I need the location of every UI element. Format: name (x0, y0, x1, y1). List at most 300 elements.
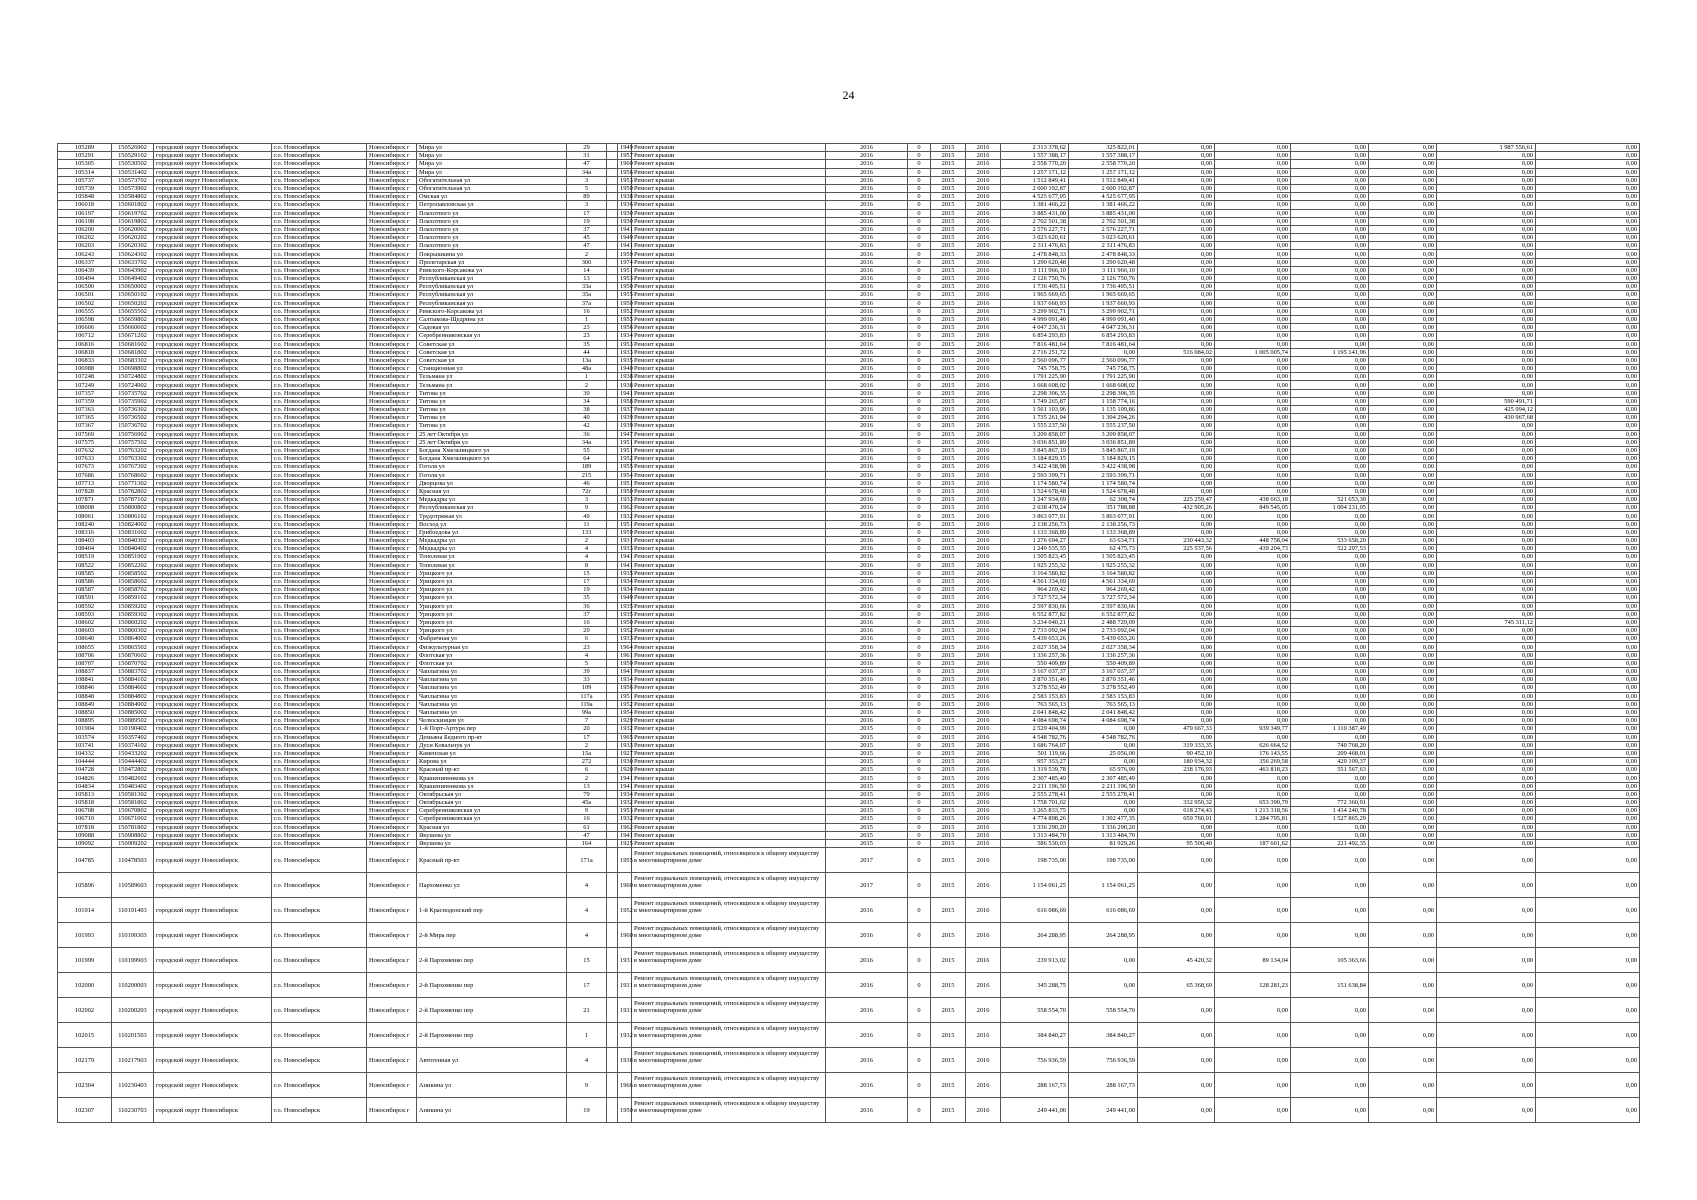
table-row (58, 397, 1640, 405)
cell-zero: 0 (908, 242, 931, 250)
cell-code: 150736302 (112, 406, 154, 414)
cell-id: 108592 (58, 602, 112, 610)
cell-house: 21 (567, 998, 607, 1023)
cell-amount-7: 0,00 (1536, 414, 1640, 422)
cell-city: Новосибирск г (367, 618, 417, 626)
cell-code: 150870702 (112, 659, 154, 667)
cell-empty (607, 610, 618, 618)
cell-amount-4: 0,00 (1291, 438, 1369, 446)
cell-year-start: 2015 (931, 717, 966, 725)
cell-amount-6: 0,00 (1437, 291, 1536, 299)
cell-settlement: г.о. Новосибирск (272, 774, 367, 782)
cell-amount-4: 0,00 (1291, 708, 1369, 716)
cell-city: Новосибирск г (367, 250, 417, 258)
cell-house: 34а (567, 168, 607, 176)
cell-amount-6: 0,00 (1437, 684, 1536, 692)
cell-plan-year: 2016 (826, 708, 908, 716)
cell-total-cost: 2 702 501,38 (1001, 217, 1069, 225)
cell-code: 150858502 (112, 569, 154, 577)
cell-amount-3: 0,00 (1215, 487, 1291, 495)
cell-id: 108522 (58, 561, 112, 569)
cell-amount-2: 0,00 (1138, 577, 1215, 585)
cell-street: 25 лет Октября ул (417, 438, 567, 446)
cell-year-end: 2016 (966, 479, 1001, 487)
cell-year-built: 1941 (618, 561, 632, 569)
cell-year-end: 2016 (966, 487, 1001, 495)
cell-year-end: 2016 (966, 520, 1001, 528)
cell-code: 150581802 (112, 799, 154, 807)
cell-amount-5: 0,00 (1369, 676, 1437, 684)
cell-work-type: Ремонт крыши (632, 258, 826, 266)
cell-amount-7: 0,00 (1536, 201, 1640, 209)
cell-amount-3: 0,00 (1215, 406, 1291, 414)
cell-settlement: г.о. Новосибирск (272, 766, 367, 774)
cell-amount-2: 432 905,26 (1138, 504, 1215, 512)
cell-plan-year: 2016 (826, 438, 908, 446)
cell-district: городской округ Новосибирск (154, 873, 272, 898)
cell-amount-6: 0,00 (1437, 998, 1536, 1023)
cell-city: Новосибирск г (367, 873, 417, 898)
cell-year-end: 2016 (966, 193, 1001, 201)
cell-amount-3: 0,00 (1215, 733, 1291, 741)
cell-amount-2: 0,00 (1138, 266, 1215, 274)
cell-work-type: Ремонт крыши (632, 176, 826, 184)
cell-house: 79 (567, 790, 607, 798)
cell-amount-5: 0,00 (1369, 815, 1437, 823)
cell-amount-3: 0,00 (1215, 774, 1291, 782)
cell-zero: 0 (908, 176, 931, 184)
cell-amount-1: 0,00 (1069, 948, 1138, 973)
cell-empty (607, 586, 618, 594)
table-row (58, 528, 1640, 536)
cell-total-cost: 1 319 539,78 (1001, 766, 1069, 774)
cell-empty (607, 782, 618, 790)
cell-zero: 0 (908, 618, 931, 626)
cell-plan-year: 2016 (826, 610, 908, 618)
cell-year-end: 2016 (966, 291, 1001, 299)
cell-amount-6: 0,00 (1437, 258, 1536, 266)
cell-year-start: 2015 (931, 160, 966, 168)
cell-year-end: 2016 (966, 537, 1001, 545)
cell-amount-2: 0,00 (1138, 471, 1215, 479)
cell-amount-2: 0,00 (1138, 898, 1215, 923)
cell-city: Новосибирск г (367, 569, 417, 577)
cell-code: 150865502 (112, 643, 154, 651)
cell-empty (607, 725, 618, 733)
cell-amount-3: 0,00 (1215, 668, 1291, 676)
cell-amount-3: 0,00 (1215, 643, 1291, 651)
cell-code: 150909202 (112, 839, 154, 847)
cell-year-start: 2015 (931, 193, 966, 201)
cell-work-type: Ремонт крыши (632, 209, 826, 217)
cell-settlement: г.о. Новосибирск (272, 545, 367, 553)
cell-district: городской округ Новосибирск (154, 602, 272, 610)
cell-amount-4: 0,00 (1291, 397, 1369, 405)
cell-street: Чаплыгина ул (417, 676, 567, 684)
cell-amount-5: 0,00 (1369, 168, 1437, 176)
cell-street: 2-й Пархоменко пер (417, 998, 567, 1023)
cell-code: 150859302 (112, 610, 154, 618)
cell-total-cost: 1 257 171,12 (1001, 168, 1069, 176)
cell-year-end: 2016 (966, 160, 1001, 168)
cell-amount-2: 0,00 (1138, 823, 1215, 831)
cell-settlement: г.о. Новосибирск (272, 898, 367, 923)
cell-plan-year: 2016 (826, 275, 908, 283)
cell-zero: 0 (908, 651, 931, 659)
cell-amount-7: 0,00 (1536, 537, 1640, 545)
cell-amount-6: 0,00 (1437, 528, 1536, 536)
cell-total-cost: 964 269,42 (1001, 586, 1069, 594)
cell-amount-4: 0,00 (1291, 668, 1369, 676)
cell-amount-2: 0,00 (1138, 618, 1215, 626)
cell-empty (607, 545, 618, 553)
cell-amount-4: 0,00 (1291, 242, 1369, 250)
cell-year-start: 2015 (931, 307, 966, 315)
cell-empty (607, 422, 618, 430)
cell-amount-5: 0,00 (1369, 250, 1437, 258)
cell-zero: 0 (908, 373, 931, 381)
cell-zero: 0 (908, 471, 931, 479)
cell-district: городской округ Новосибирск (154, 774, 272, 782)
cell-total-cost: 4 525 677,95 (1001, 193, 1069, 201)
cell-plan-year: 2016 (826, 250, 908, 258)
cell-year-built: 1929 (618, 717, 632, 725)
cell-year-built: 1931 (618, 998, 632, 1023)
cell-amount-5: 0,00 (1369, 487, 1437, 495)
cell-amount-6: 0,00 (1437, 389, 1536, 397)
cell-district: городской округ Новосибирск (154, 315, 272, 323)
cell-amount-6: 0,00 (1437, 348, 1536, 356)
cell-year-built: 1933 (618, 496, 632, 504)
cell-amount-6: 0,00 (1437, 873, 1536, 898)
cell-code: 150763202 (112, 446, 154, 454)
cell-city: Новосибирск г (367, 923, 417, 948)
cell-work-type: Ремонт крыши (632, 610, 826, 618)
cell-work-type: Ремонт крыши (632, 406, 826, 414)
cell-amount-3: 0,00 (1215, 438, 1291, 446)
cell-code: 150883702 (112, 668, 154, 676)
cell-district: городской округ Новосибирск (154, 438, 272, 446)
cell-id: 106337 (58, 258, 112, 266)
cell-id: 107713 (58, 479, 112, 487)
cell-work-type: Ремонт крыши (632, 790, 826, 798)
cell-zero: 0 (908, 815, 931, 823)
cell-amount-4: 0,00 (1291, 998, 1369, 1023)
cell-amount-5: 0,00 (1369, 201, 1437, 209)
cell-year-start: 2015 (931, 463, 966, 471)
cell-amount-7: 0,00 (1536, 782, 1640, 790)
cell-amount-4: 0,00 (1291, 471, 1369, 479)
cell-code: 110230703 (112, 1098, 154, 1123)
cell-amount-6: 0,00 (1437, 520, 1536, 528)
cell-empty (607, 250, 618, 258)
cell-city: Новосибирск г (367, 528, 417, 536)
cell-plan-year: 2016 (826, 201, 908, 209)
cell-plan-year: 2016 (826, 332, 908, 340)
cell-city: Новосибирск г (367, 438, 417, 446)
cell-year-built: 1952 (618, 627, 632, 635)
cell-year-start: 2015 (931, 168, 966, 176)
cell-amount-5: 0,00 (1369, 684, 1437, 692)
cell-amount-4: 0,00 (1291, 479, 1369, 487)
cell-total-cost: 3 727 572,34 (1001, 594, 1069, 602)
cell-amount-4: 0,00 (1291, 627, 1369, 635)
cell-city: Новосибирск г (367, 831, 417, 839)
cell-year-end: 2016 (966, 700, 1001, 708)
cell-total-cost: 5 439 653,26 (1001, 635, 1069, 643)
cell-year-start: 2015 (931, 356, 966, 364)
cell-amount-1: 1 937 660,93 (1069, 299, 1138, 307)
cell-code: 150531402 (112, 168, 154, 176)
cell-year-end: 2016 (966, 948, 1001, 973)
cell-street: Трудотряжая ул (417, 512, 567, 520)
cell-amount-5: 0,00 (1369, 782, 1437, 790)
cell-amount-2: 0,00 (1138, 594, 1215, 602)
cell-year-end: 2016 (966, 577, 1001, 585)
cell-id: 105813 (58, 790, 112, 798)
cell-city: Новосибирск г (367, 668, 417, 676)
cell-empty (607, 668, 618, 676)
cell-amount-5: 0,00 (1369, 553, 1437, 561)
cell-id: 106501 (58, 291, 112, 299)
cell-code: 150433202 (112, 749, 154, 757)
cell-year-built: 1951 (618, 692, 632, 700)
cell-house: 72г (567, 487, 607, 495)
cell-plan-year: 2016 (826, 1048, 908, 1073)
cell-amount-1: 2 126 750,76 (1069, 275, 1138, 283)
cell-code: 150781802 (112, 823, 154, 831)
cell-code: 150735902 (112, 397, 154, 405)
cell-total-cost: 3 299 902,71 (1001, 307, 1069, 315)
cell-city: Новосибирск г (367, 446, 417, 454)
cell-year-start: 2015 (931, 758, 966, 766)
cell-year-end: 2016 (966, 586, 1001, 594)
cell-street: Салтыкова-Щедрина ул (417, 315, 567, 323)
cell-work-type: Ремонт крыши (632, 676, 826, 684)
cell-street: Плахотного ул (417, 217, 567, 225)
cell-id: 108602 (58, 618, 112, 626)
cell-amount-3: 0,00 (1215, 422, 1291, 430)
cell-amount-5: 0,00 (1369, 708, 1437, 716)
cell-zero: 0 (908, 839, 931, 847)
cell-empty (607, 455, 618, 463)
cell-amount-7: 0,00 (1536, 651, 1640, 659)
cell-amount-1: 2 576 227,71 (1069, 225, 1138, 233)
cell-year-end: 2016 (966, 815, 1001, 823)
cell-district: городской округ Новосибирск (154, 807, 272, 815)
cell-amount-7: 0,00 (1536, 668, 1640, 676)
cell-plan-year: 2016 (826, 512, 908, 520)
cell-settlement: г.о. Новосибирск (272, 168, 367, 176)
cell-year-end: 2016 (966, 1073, 1001, 1098)
cell-amount-6: 0,00 (1437, 250, 1536, 258)
cell-amount-7: 0,00 (1536, 602, 1640, 610)
cell-city: Новосибирск г (367, 332, 417, 340)
cell-amount-6: 0,00 (1437, 455, 1536, 463)
cell-plan-year: 2016 (826, 422, 908, 430)
cell-settlement: г.о. Новосибирск (272, 627, 367, 635)
cell-total-cost: 6 552 877,82 (1001, 610, 1069, 618)
cell-empty (607, 973, 618, 998)
cell-street: 1-й Порт-Артура пер (417, 725, 567, 733)
cell-amount-2: 45 420,32 (1138, 948, 1215, 973)
cell-district: городской округ Новосибирск (154, 275, 272, 283)
cell-empty (607, 225, 618, 233)
cell-city: Новосибирск г (367, 520, 417, 528)
cell-year-built: 1960 (618, 923, 632, 948)
cell-amount-5: 0,00 (1369, 184, 1437, 192)
cell-total-cost: 239 913,02 (1001, 948, 1069, 973)
cell-city: Новосибирск г (367, 152, 417, 160)
cell-district: городской округ Новосибирск (154, 545, 272, 553)
cell-work-type: Ремонт крыши (632, 815, 826, 823)
cell-settlement: г.о. Новосибирск (272, 815, 367, 823)
cell-street: 2-й Мира пер (417, 923, 567, 948)
cell-empty (607, 651, 618, 659)
table-row (58, 807, 1640, 815)
cell-amount-4: 0,00 (1291, 676, 1369, 684)
cell-street: Красный пр-кт (417, 848, 567, 873)
cell-plan-year: 2016 (826, 577, 908, 585)
cell-amount-1: 0,00 (1069, 741, 1138, 749)
cell-total-cost: 6 854 293,83 (1001, 332, 1069, 340)
cell-district: городской округ Новосибирск (154, 299, 272, 307)
cell-year-built: 1933 (618, 545, 632, 553)
cell-city: Новосибирск г (367, 708, 417, 716)
cell-district: городской округ Новосибирск (154, 193, 272, 201)
cell-district: городской округ Новосибирск (154, 209, 272, 217)
cell-amount-1: 1 174 580,74 (1069, 479, 1138, 487)
cell-settlement: г.о. Новосибирск (272, 471, 367, 479)
cell-amount-3: 0,00 (1215, 782, 1291, 790)
cell-zero: 0 (908, 496, 931, 504)
cell-amount-4: 0,00 (1291, 406, 1369, 414)
cell-amount-1: 3 885 431,00 (1069, 209, 1138, 217)
cell-year-start: 2015 (931, 1023, 966, 1048)
cell-zero: 0 (908, 258, 931, 266)
cell-amount-1: 1 133 368,89 (1069, 528, 1138, 536)
cell-house: 55 (567, 446, 607, 454)
cell-code: 150884902 (112, 700, 154, 708)
cell-district: городской округ Новосибирск (154, 692, 272, 700)
cell-amount-6: 0,00 (1437, 446, 1536, 454)
cell-amount-5: 0,00 (1369, 898, 1437, 923)
cell-amount-4: 420 109,37 (1291, 758, 1369, 766)
cell-street: Мира ул (417, 160, 567, 168)
cell-empty (607, 1098, 618, 1123)
cell-zero: 0 (908, 193, 931, 201)
cell-amount-5: 0,00 (1369, 291, 1437, 299)
cell-work-type: Ремонт крыши (632, 193, 826, 201)
cell-year-built: 1955 (618, 315, 632, 323)
cell-amount-6: 0,00 (1437, 831, 1536, 839)
cell-zero: 0 (908, 668, 931, 676)
cell-amount-6: 0,00 (1437, 717, 1536, 725)
cell-district: городской округ Новосибирск (154, 923, 272, 948)
cell-year-built: 1941 (618, 225, 632, 233)
cell-amount-4: 522 297,53 (1291, 545, 1369, 553)
cell-year-start: 2015 (931, 389, 966, 397)
cell-street: Флотская ул (417, 651, 567, 659)
cell-amount-4: 0,00 (1291, 324, 1369, 332)
cell-code: 150858602 (112, 577, 154, 585)
cell-amount-1: 62 475,73 (1069, 545, 1138, 553)
cell-total-cost: 2 126 750,76 (1001, 275, 1069, 283)
cell-street: Дуси Ковальчук ул (417, 741, 567, 749)
cell-city: Новосибирск г (367, 684, 417, 692)
cell-code: 150619802 (112, 217, 154, 225)
cell-house: 48а (567, 365, 607, 373)
cell-amount-1: 2 583 153,83 (1069, 692, 1138, 700)
cell-amount-3: 0,00 (1215, 152, 1291, 160)
cell-year-start: 2015 (931, 250, 966, 258)
cell-year-built: 1974 (618, 258, 632, 266)
cell-empty (607, 348, 618, 356)
cell-work-type: Ремонт крыши (632, 438, 826, 446)
cell-amount-7: 0,00 (1536, 948, 1640, 973)
cell-city: Новосибирск г (367, 144, 417, 152)
cell-amount-3: 0,00 (1215, 569, 1291, 577)
cell-plan-year: 2016 (826, 152, 908, 160)
cell-amount-7: 0,00 (1536, 307, 1640, 315)
cell-plan-year: 2016 (826, 479, 908, 487)
cell-amount-7: 0,00 (1536, 923, 1640, 948)
cell-year-end: 2016 (966, 741, 1001, 749)
cell-amount-6: 0,00 (1437, 973, 1536, 998)
cell-empty (607, 299, 618, 307)
cell-amount-4: 0,00 (1291, 923, 1369, 948)
cell-amount-1: 2 600 192,87 (1069, 184, 1138, 192)
cell-amount-3: 0,00 (1215, 676, 1291, 684)
cell-amount-7: 0,00 (1536, 512, 1640, 520)
cell-street: Петропавловская ул (417, 201, 567, 209)
cell-district: городской округ Новосибирск (154, 610, 272, 618)
cell-year-end: 2016 (966, 676, 1001, 684)
cell-year-start: 2015 (931, 414, 966, 422)
table-row (58, 422, 1640, 430)
cell-settlement: г.о. Новосибирск (272, 948, 367, 973)
cell-code: 150884802 (112, 692, 154, 700)
cell-street: Титова ул (417, 422, 567, 430)
cell-year-end: 2016 (966, 569, 1001, 577)
cell-zero: 0 (908, 594, 931, 602)
cell-amount-1: 3 167 037,37 (1069, 668, 1138, 676)
cell-street: Демьяна Бедного пр-кт (417, 733, 567, 741)
cell-empty (607, 733, 618, 741)
cell-amount-3: 0,00 (1215, 848, 1291, 873)
cell-year-built: 1933 (618, 348, 632, 356)
cell-settlement: г.о. Новосибирск (272, 446, 367, 454)
table-row (58, 741, 1640, 749)
cell-year-built: 1936 (618, 201, 632, 209)
cell-year-end: 2016 (966, 782, 1001, 790)
cell-zero: 0 (908, 782, 931, 790)
cell-year-start: 2015 (931, 471, 966, 479)
cell-amount-5: 0,00 (1369, 315, 1437, 323)
cell-code: 150852202 (112, 561, 154, 569)
cell-amount-5: 0,00 (1369, 586, 1437, 594)
cell-amount-5: 0,00 (1369, 799, 1437, 807)
cell-total-cost: 1 937 660,93 (1001, 299, 1069, 307)
cell-district: городской округ Новосибирск (154, 504, 272, 512)
cell-amount-7: 0,00 (1536, 422, 1640, 430)
cell-district: городской округ Новосибирск (154, 676, 272, 684)
cell-zero: 0 (908, 348, 931, 356)
cell-settlement: г.о. Новосибирск (272, 610, 367, 618)
cell-amount-3: 128 281,23 (1215, 973, 1291, 998)
table-row (58, 708, 1640, 716)
cell-house: 2 (567, 741, 607, 749)
